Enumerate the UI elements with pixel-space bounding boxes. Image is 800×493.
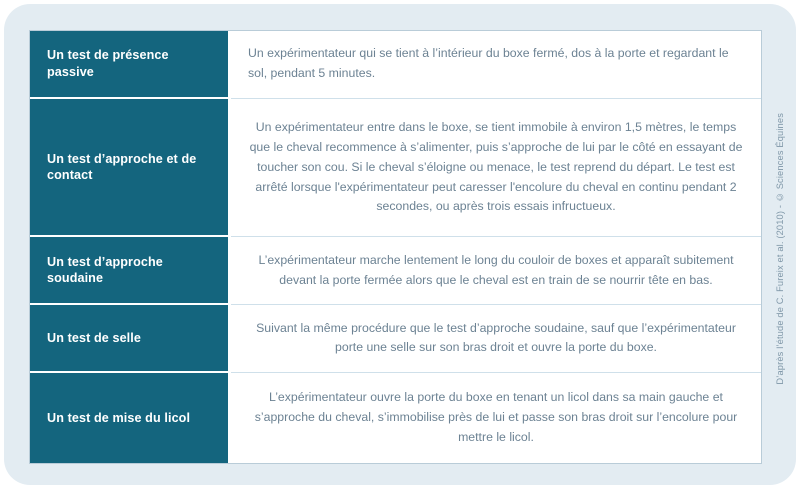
table-row: [30, 305, 761, 373]
test-description-cell: Suivant la même procédure que le test d’approche soudaine, sauf que l’expérimentateur porte une selle sur son bras droit et ouvre la porte du boxe.: [231, 305, 761, 373]
test-name-cell: Un test de présence passive: [30, 31, 231, 99]
table-row: [30, 237, 761, 305]
test-description-cell: Un expérimentateur entre dans le boxe, se tient immobile à environ 1,5 mètres, le temps que le cheval recommence à s’alimenter, puis s’approche de lui par le côté en essayant de toucher son cou. Si le cheval s’éloigne ou menace, le test reprend du départ. Le test est arrêté lorsque l'expérimentateur peut caresser l'encolure du cheval en continu pendant 2 secondes, ou après trois essais infructueux.: [231, 99, 761, 238]
table-body: [30, 31, 761, 463]
test-name-cell: Un test d’approche soudaine: [30, 237, 231, 305]
test-name-cell: Un test de mise du licol: [30, 373, 231, 463]
source-credit-text: D’après l’étude de C. Fureix et al. (2010) - © Sciences Équines: [775, 112, 785, 385]
table-row: [30, 373, 761, 463]
test-name-cell: Un test d’approche et de contact: [30, 99, 231, 238]
source-credit: [769, 4, 791, 493]
behavioural-tests-table: [30, 31, 761, 463]
tests-table-container: [30, 31, 761, 463]
test-name-cell: Un test de selle: [30, 305, 231, 373]
table-row: [30, 31, 761, 99]
test-description-cell: L’expérimentateur marche lentement le long du couloir de boxes et apparaît subitement devant la porte fermée alors que le cheval est en train de se nourrir tête en bas.: [231, 237, 761, 305]
test-description-cell: L’expérimentateur ouvre la porte du boxe en tenant un licol dans sa main gauche et s’approche du cheval, s’immobilise près de lui et passe son bras droit sur l’encolure pour mettre le licol.: [231, 373, 761, 463]
content-frame: [4, 4, 796, 485]
test-description-cell: Un expérimentateur qui se tient à l’intérieur du boxe fermé, dos à la porte et regardant le sol, pendant 5 minutes.: [231, 31, 761, 99]
table-row: [30, 99, 761, 238]
